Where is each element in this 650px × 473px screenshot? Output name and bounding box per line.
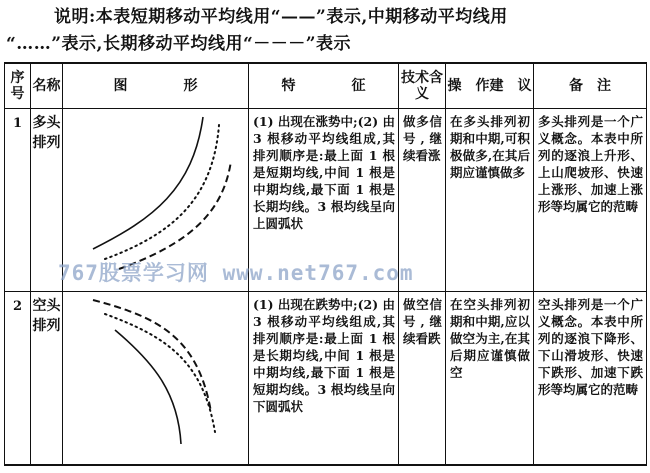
row-advice: 在空头排列初期和中期,应以做空为主,在其后期应谨慎做空 bbox=[446, 292, 534, 466]
header-meaning: 技术含义 bbox=[399, 63, 446, 109]
row-name: 空头排列 bbox=[31, 292, 63, 466]
bearish-alignment-figure bbox=[63, 292, 249, 466]
legend-note bbox=[6, 4, 646, 58]
header-feature: 特 征 bbox=[249, 63, 399, 109]
header-advice: 操 作建 议 bbox=[446, 63, 534, 109]
row-meaning: 做空信号,继续看跌 bbox=[399, 292, 446, 466]
header-index: 序号 bbox=[5, 63, 31, 109]
row-feature: (1) 出现在涨势中;(2) 由 3 根移动平均线组成,其排列顺序是:最上面 1 根是短期均线,中间 1 根是中期均线,最下面 1 根是长期均线。3 根均线呈向上圆弧状 bbox=[249, 109, 399, 292]
row-feature: (1) 出现在跌势中;(2) 由 3 根移动平均线组成,其排列顺序是:最上面 1 根是长期均线,中间 1 根是中期均线,最下面 1 根是短期均线。3 根均线呈向下圆弧状 bbox=[249, 292, 399, 466]
watermark: 767股票学习网 www.net767.com bbox=[58, 261, 414, 285]
short-term-ma-line bbox=[93, 117, 203, 249]
long-term-ma-line bbox=[119, 161, 231, 269]
row-meaning: 做多信号,继续看涨 bbox=[399, 109, 446, 292]
header-remark: 备 注 bbox=[534, 63, 647, 109]
short-term-ma-line bbox=[115, 330, 181, 444]
legend-note-line-2: “……”表示,长期移动平均线用“－－－”表示 bbox=[6, 34, 352, 54]
row-name: 多头排列 bbox=[31, 109, 63, 292]
row-index: 1 bbox=[5, 109, 31, 292]
table-row bbox=[5, 292, 647, 466]
header-name: 名称 bbox=[31, 63, 63, 109]
header-figure: 图 形 bbox=[63, 63, 249, 109]
medium-term-ma-line bbox=[105, 125, 219, 259]
row-remark: 空头排列是一个广义概念。本表中所列的逐浪下降形、下山滑坡形、快速下跌形、加速下跌形等均属它的范畴 bbox=[534, 292, 647, 466]
table-header-row bbox=[5, 63, 647, 109]
legend-note-line-1: 说明:本表短期移动平均线用“——”表示,中期移动平均线用 bbox=[54, 7, 508, 27]
row-advice: 在多头排列初期和中期,可积极做多,在其后期应谨慎做多 bbox=[446, 109, 534, 292]
row-index: 2 bbox=[5, 292, 31, 466]
bearish-curves-diagram bbox=[63, 292, 249, 458]
medium-term-ma-line bbox=[105, 314, 215, 432]
row-remark: 多头排列是一个广义概念。本表中所列的逐浪上升形、上山爬坡形、快速上涨形、加速上涨形等均属它的范畴 bbox=[534, 109, 647, 292]
